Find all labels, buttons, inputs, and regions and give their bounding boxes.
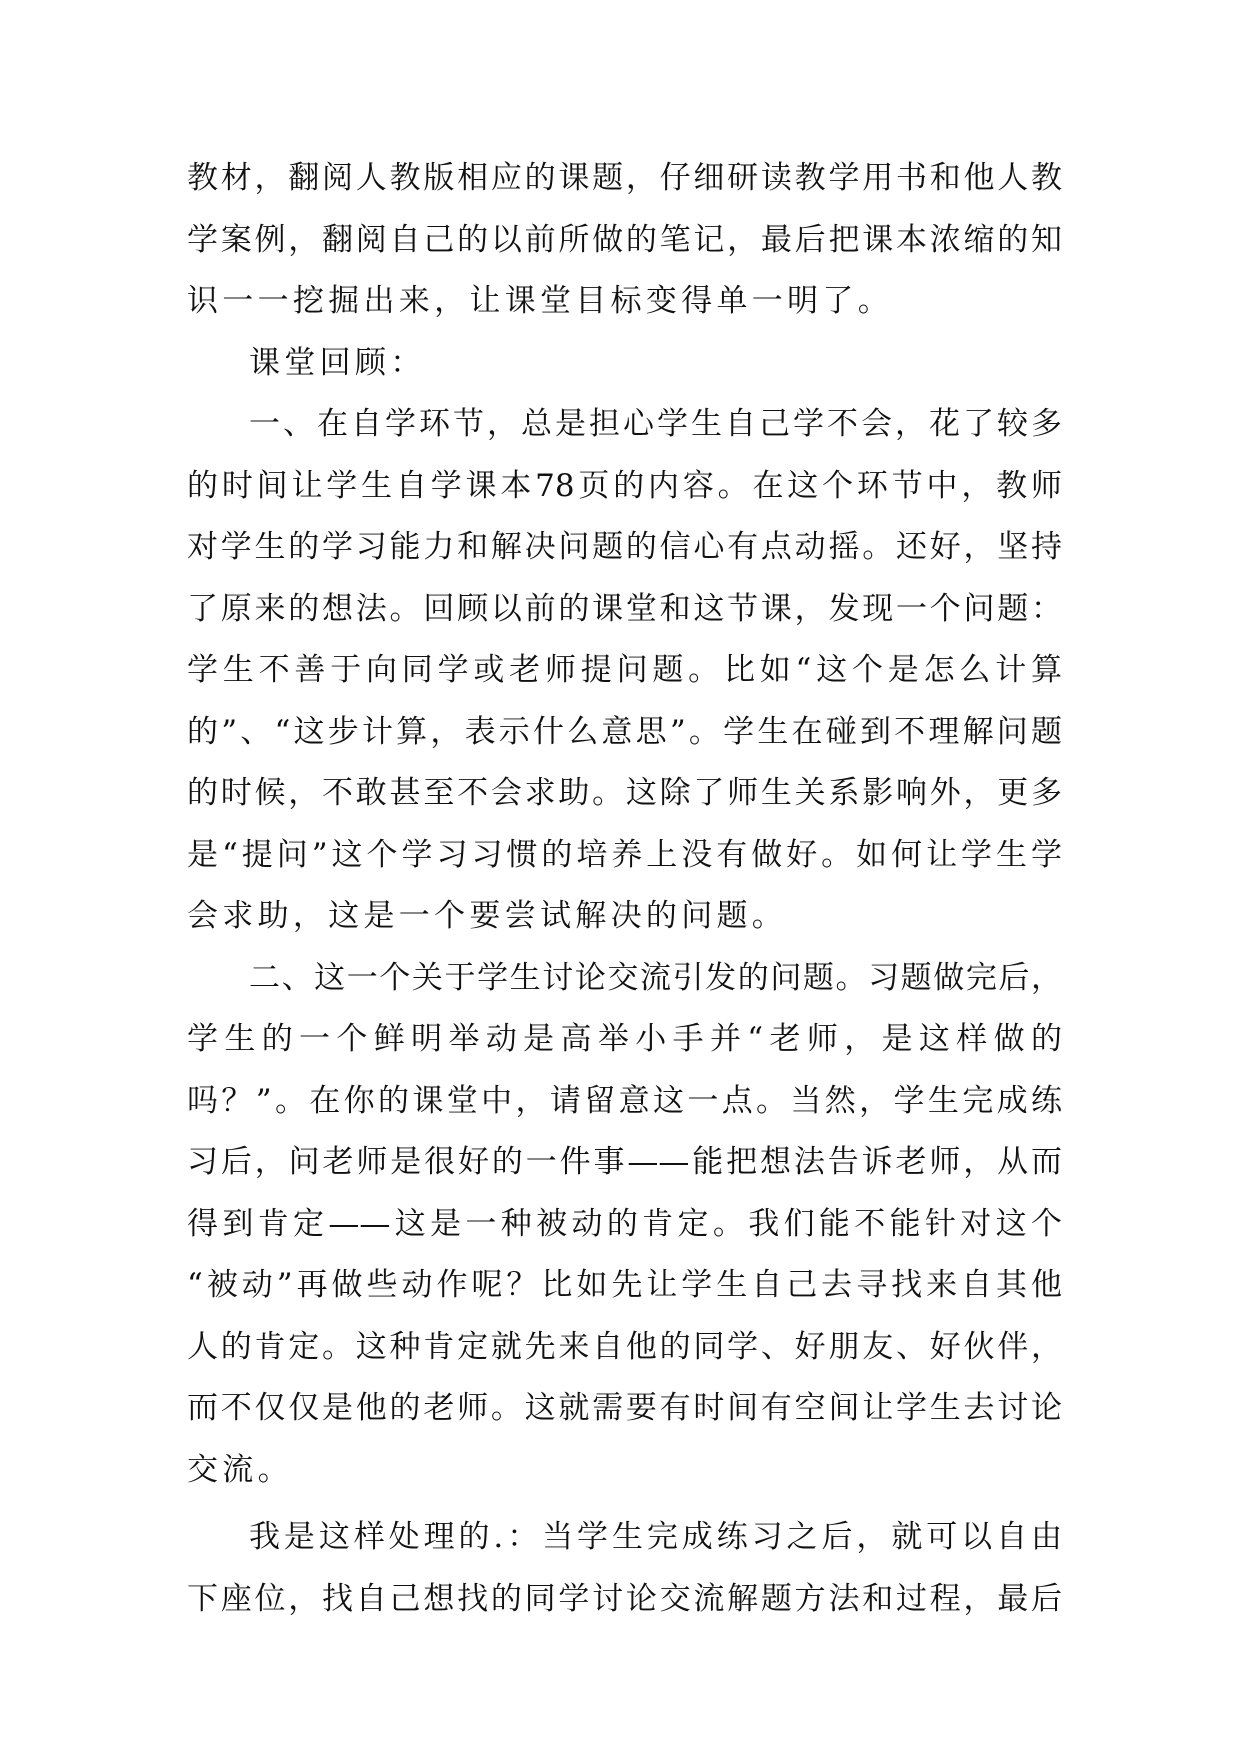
text-line: 下座位，找自己想找的同学讨论交流解题方法和过程，最后 <box>187 1580 1062 1617</box>
document-body <box>187 148 1062 1630</box>
text-line: 习后，问老师是很好的一件事——能把想法告诉老师，从而 <box>187 1144 1062 1180</box>
text-line: 得到肯定——这是一种被动的肯定。我们能不能针对这个 <box>187 1205 1062 1242</box>
text-line: 的”、“这步计算，表示什么意思”。学生在碰到不理解问题 <box>187 713 1062 750</box>
text-line: 学生不善于向同学或老师提问题。比如“这个是怎么计算 <box>187 652 1062 688</box>
text-line: 识一一挖掘出来，让课堂目标变得单一明了。 <box>187 283 893 319</box>
text-line: 教材，翻阅人教版相应的课题，仔细研读教学用书和他人教 <box>187 160 1062 196</box>
text-line: 我是这样处理的.：当学生完成练习之后，就可以自由 <box>249 1519 1062 1555</box>
text-line: “被动”再做些动作呢？比如先让学生自己去寻找来自其他 <box>187 1267 1062 1303</box>
text-line: 学案例，翻阅自己的以前所做的笔记，最后把课本浓缩的知 <box>187 221 1062 258</box>
text-line: 的时间让学生自学课本78页的内容。在这个环节中，教师 <box>187 467 1062 504</box>
text-line: 交流。 <box>187 1451 293 1488</box>
text-line: 了原来的想法。回顾以前的课堂和这节课，发现一个问题： <box>187 590 1062 627</box>
text-line: 一、在自学环节，总是担心学生自己学不会，花了较多 <box>249 406 1062 442</box>
text-line: 人的肯定。这种肯定就先来自他的同学、好朋友、好伙伴， <box>187 1328 1062 1365</box>
section-heading: 课堂回顾： <box>249 344 426 381</box>
text-line: 对学生的学习能力和解决问题的信心有点动摇。还好，坚持 <box>187 529 1062 565</box>
text-line: 是“提问”这个学习习惯的培养上没有做好。如何让学生学 <box>187 836 1062 873</box>
text-line: 而不仅仅是他的老师。这就需要有时间有空间让学生去讨论 <box>187 1390 1062 1426</box>
text-line: 的时候，不敢甚至不会求助。这除了师生关系影响外，更多 <box>187 775 1062 811</box>
text-line: 会求助，这是一个要尝试解决的问题。 <box>187 898 788 934</box>
text-line: 吗？”。在你的课堂中，请留意这一点。当然，学生完成练 <box>187 1082 1062 1119</box>
text-line: 二、这一个关于学生讨论交流引发的问题。习题做完后， <box>249 959 1062 996</box>
text-line: 学生的一个鲜明举动是高举小手并“老师，是这样做的 <box>187 1021 1062 1057</box>
